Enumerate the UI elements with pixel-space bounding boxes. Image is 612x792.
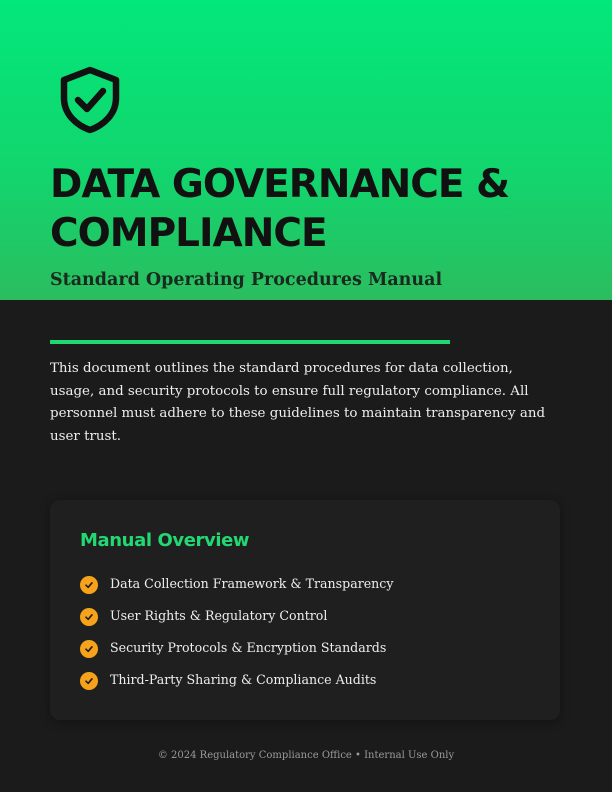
check-circle-icon: [80, 672, 98, 690]
list-item-label: User Rights & Regulatory Control: [110, 608, 328, 623]
overview-title: Manual Overview: [80, 530, 250, 551]
list-item-label: Data Collection Framework & Transparency: [110, 576, 394, 591]
footer-text: © 2024 Regulatory Compliance Office • Internal Use Only: [157, 750, 455, 761]
intro-paragraph: This document outlines the standard procedures for data collection, usage, and security protocols to ensure full regulatory compliance. All personnel must adhere to these guidelines to maintain transparency and user trust.: [50, 361, 546, 444]
cover-header: [0, 0, 612, 300]
overview-card: [50, 500, 560, 720]
list-item-label: Third-Party Sharing & Compliance Audits: [110, 672, 377, 687]
shield-check-icon: [54, 64, 126, 136]
check-circle-icon: [80, 640, 98, 658]
document-title: DATA GOVERNANCE & COMPLIANCE: [50, 162, 510, 256]
accent-divider: [50, 340, 450, 344]
check-circle-icon: [80, 608, 98, 626]
document-subtitle: Standard Operating Procedures Manual: [50, 270, 443, 290]
list-item-label: Security Protocols & Encryption Standards: [110, 640, 387, 655]
check-circle-icon: [80, 576, 98, 594]
